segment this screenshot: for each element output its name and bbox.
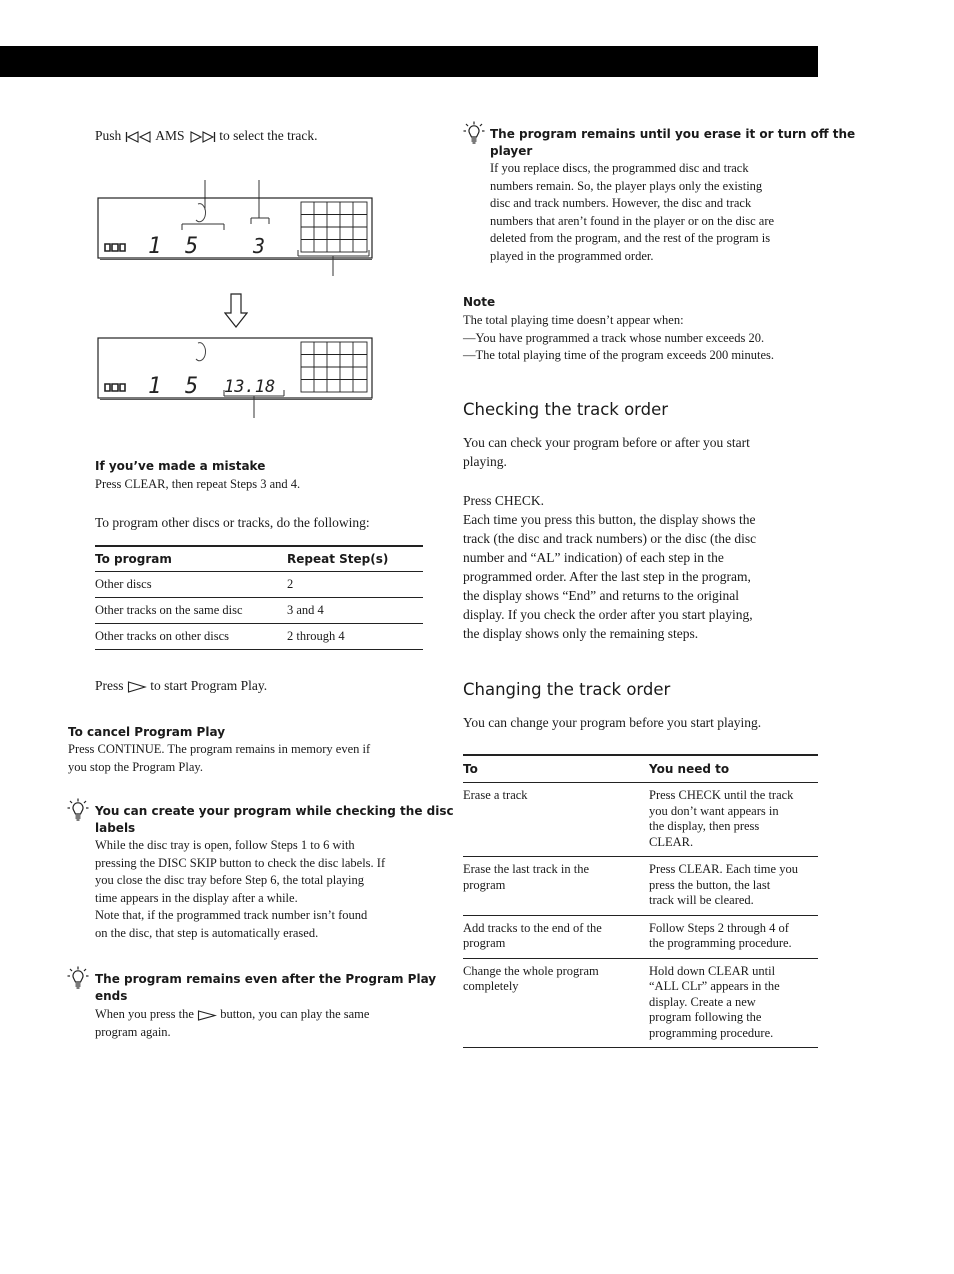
table-cell: Press CHECK until the track you don’t want appears in the display, then press CLEAR. xyxy=(649,783,818,857)
table-cell: Other discs xyxy=(95,572,287,598)
next-track-icon xyxy=(188,131,216,143)
table-row xyxy=(95,572,423,598)
table-header: To xyxy=(463,755,649,783)
table-cell: 3 and 4 xyxy=(287,598,423,624)
speaker-icon xyxy=(105,244,125,251)
table-cell: Change the whole program completely xyxy=(463,963,599,993)
step-push-ams: Push AMS to select the track. xyxy=(95,128,318,143)
display-illustration-1 xyxy=(96,178,376,278)
changing-track-order-heading: Changing the track order xyxy=(463,680,671,699)
table-cell: Other tracks on the same disc xyxy=(95,598,287,624)
tip-program-remains-text: When you press the button, you can play the same program again. xyxy=(95,1007,370,1039)
track-number-digit: 5 xyxy=(185,234,199,259)
display-illustration-2 xyxy=(96,336,376,420)
music-calendar-grid xyxy=(301,202,367,252)
play-icon xyxy=(127,681,147,693)
tip-lightbulb-icon xyxy=(67,798,89,822)
cancel-heading: To cancel Program Play xyxy=(68,725,226,739)
table-header-row xyxy=(463,755,818,783)
change-order-table xyxy=(463,754,818,1048)
tip-program-until-erase-heading: The program remains until you erase it or turn off the player xyxy=(490,127,856,158)
table-header: To program xyxy=(95,546,287,572)
play-icon xyxy=(197,1010,217,1021)
checking-instructions: Press CHECK. Each time you press this button, the display shows the track (the disc and track numbers) or the disc (the disc number and “AL” indication) of each step in the programmed order. After the last step in the program, the display shows “End” and returns to the original display. If you check the order after you start playing, the display shows only the remaining steps. xyxy=(463,493,757,641)
music-calendar-grid xyxy=(301,342,367,392)
step-press-play: Press to start Program Play. xyxy=(95,678,268,693)
tip-create-program-text: While the disc tray is open, follow Steps 1 to 6 with pressing the DISC SKIP button to check the disc labels. If you close the disc tray before Step 6, the total playing time appears in the display after a while. Note that, if the programmed track number isn’t found on the disc, that step is automatically erased. xyxy=(95,838,386,940)
table-row xyxy=(463,857,818,916)
speaker-icon xyxy=(105,384,125,391)
note-text: The total playing time doesn’t appear when: —You have programmed a track whose number exceeds 20. —The total playing time of the program exceeds 200 minutes. xyxy=(463,313,775,363)
playing-time-readout: 13.18 xyxy=(224,377,276,397)
tip-create-program-heading: You can create your program while checking the disc labels xyxy=(95,804,454,835)
table-cell: Follow Steps 2 through 4 of the programming procedure. xyxy=(649,915,818,958)
track-number-digit: 5 xyxy=(185,374,199,399)
down-arrow-icon xyxy=(224,293,248,329)
table-cell: Press CLEAR. Each time you press the button, the last track will be cleared. xyxy=(649,857,818,916)
table-row xyxy=(95,624,423,650)
checking-track-order-heading: Checking the track order xyxy=(463,400,669,419)
tip-lightbulb-icon xyxy=(463,121,485,145)
cancel-text: Press CONTINUE. The program remains in memory even if you stop the Program Play. xyxy=(68,742,371,774)
page-header-bar xyxy=(0,46,818,77)
table-cell: Erase the last track in the program xyxy=(463,857,649,916)
table-cell: Erase a track xyxy=(463,783,649,857)
table-header: You need to xyxy=(649,755,818,783)
note-heading: Note xyxy=(463,295,496,309)
disc-number-digit: 1 xyxy=(148,234,162,259)
table-row xyxy=(463,958,818,1048)
tip-program-until-erase-text: If you replace discs, the programmed disc and track numbers remain. So, the player plays only the existing disc and track numbers. However, the disc and track numbers that aren’t found in the player or on the disc are deleted from the program, and the rest of the program is played in the programmed order. xyxy=(490,161,775,263)
table-row xyxy=(463,915,818,958)
other-discs-intro: To program other discs or tracks, do the following: xyxy=(95,515,370,530)
program-steps-table xyxy=(95,545,423,650)
table-row xyxy=(463,783,818,857)
changing-intro: You can change your program before you start playing. xyxy=(463,715,762,730)
table-header: Repeat Step(s) xyxy=(287,546,423,572)
tip-lightbulb-icon xyxy=(67,966,89,990)
table-cell: Other tracks on other discs xyxy=(95,629,229,643)
mistake-text: Press CLEAR, then repeat Steps 3 and 4. xyxy=(95,477,301,491)
mistake-heading: If you’ve made a mistake xyxy=(95,459,266,473)
table-cell: 2 through 4 xyxy=(287,629,345,643)
checking-intro: You can check your program before or after you start playing. xyxy=(463,435,750,469)
step-number-digit: 3 xyxy=(253,234,266,258)
disc-number-digit: 1 xyxy=(148,374,162,399)
table-cell: Add tracks to the end of the program xyxy=(463,915,649,958)
table-cell: Hold down CLEAR until “ALL CLr” appears in the display. Create a new program following the programming procedure. xyxy=(649,963,780,1040)
tip-program-remains-heading: The program remains even after the Program Play ends xyxy=(95,972,437,1003)
table-cell: 2 xyxy=(287,572,423,598)
table-row xyxy=(95,598,423,624)
prev-track-icon xyxy=(125,131,153,143)
table-header-row xyxy=(95,546,423,572)
